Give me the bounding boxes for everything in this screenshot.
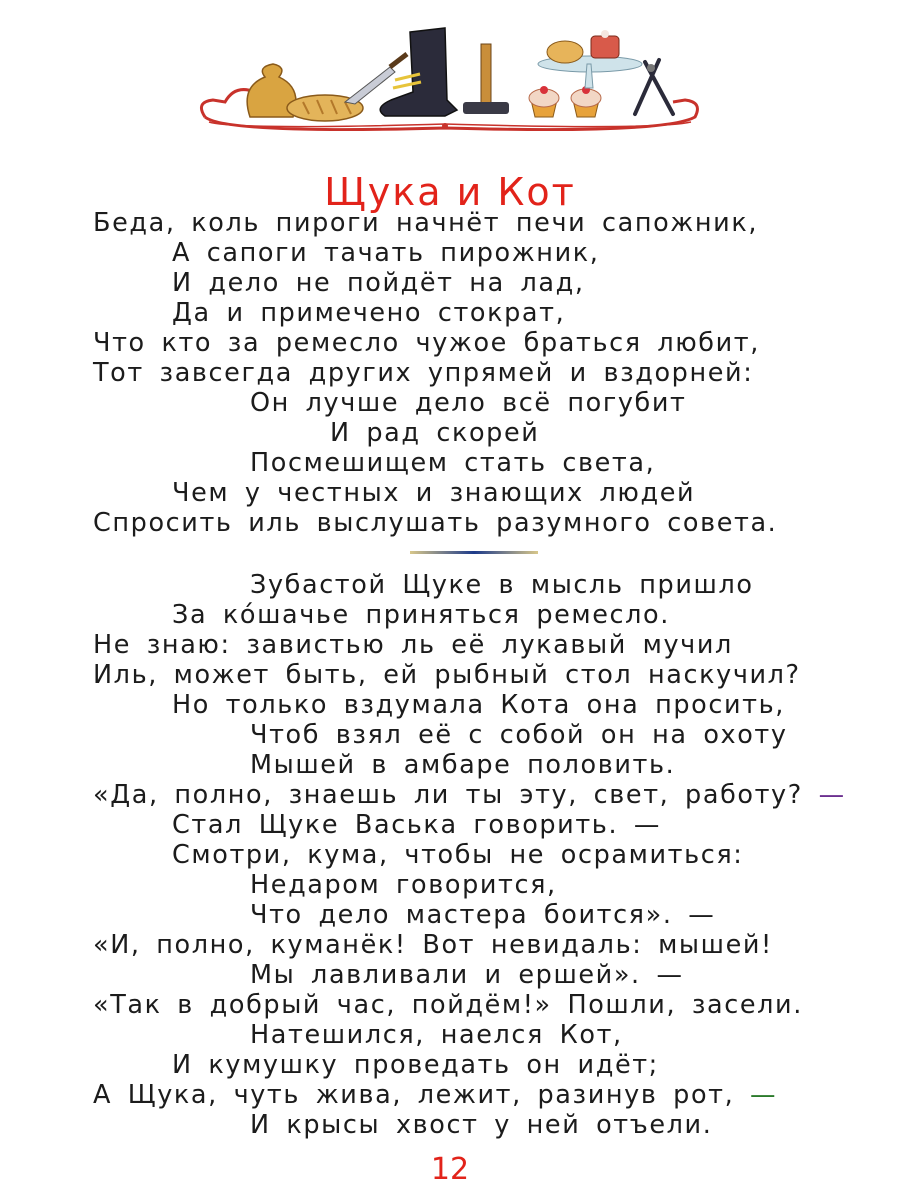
- poem-line: Мышей в амбаре половить.: [250, 750, 676, 780]
- poem-line: Чтоб взял её с собой он на охоту: [250, 720, 788, 750]
- poem-line: Тот завсегда других упрямей и вздорней:: [93, 358, 754, 388]
- section-divider: [410, 551, 538, 554]
- poem-line: [172, 810, 661, 840]
- poem-line: И рад скорей: [330, 418, 540, 448]
- poem-line: Но только вздумала Кота она просить,: [172, 690, 785, 720]
- poem-line: Спросить иль выслушать разумного совета.: [93, 508, 778, 538]
- poem-line: Смотри, кума, чтобы не осрамиться:: [172, 840, 744, 870]
- poem-line: Натешился, наелся Кот,: [250, 1020, 623, 1050]
- poem-line: Иль, может быть, ей рыбный стол наскучил?: [93, 660, 801, 690]
- poem-line: И дело не пойдёт на лад,: [172, 268, 585, 298]
- poem-line: Посмешищем стать света,: [250, 448, 656, 478]
- dash: —: [750, 1080, 778, 1110]
- poem-line: Да и примечено стократ,: [172, 298, 566, 328]
- poem-line: Не знаю: завистью ль её лукавый мучил: [93, 630, 733, 660]
- poem-line-text: Что дело мастера боится».: [250, 900, 673, 930]
- dash: —: [818, 780, 846, 810]
- dash: —: [633, 810, 661, 840]
- poem-line: А сапоги тачать пирожник,: [172, 238, 600, 268]
- poem-line-text: «Да, полно, знаешь ли ты эту, свет, работу?: [93, 780, 803, 810]
- poem-line: И кумушку проведать он идёт;: [172, 1050, 659, 1080]
- poem-line: [250, 960, 684, 990]
- poem-line: Чем у честных и знающих людей: [172, 478, 696, 508]
- poem-line: «Так в добрый час, пойдём!» Пошли, засели.: [93, 990, 803, 1020]
- poem-line: [93, 780, 846, 810]
- poem-line: Зубастой Щуке в мысль пришло: [250, 570, 754, 600]
- poem-line-text: Мы лавливали и ершей».: [250, 960, 641, 990]
- poem-line: [93, 1080, 777, 1110]
- poem-line: «И, полно, куманёк! Вот невидаль: мышей!: [93, 930, 773, 960]
- dash: —: [656, 960, 684, 990]
- poem-line: Беда, коль пироги начнёт печи сапожник,: [93, 208, 759, 238]
- poem-line: За ко́шачье приняться ремесло.: [172, 600, 670, 630]
- page-number: 12: [430, 1152, 470, 1187]
- dash: —: [688, 900, 716, 930]
- poem-line: Он лучше дело всё погубит: [250, 388, 687, 418]
- poem-line-text: Стал Щуке Васька говорить.: [172, 810, 619, 840]
- poem-line-text: А Щука, чуть жива, лежит, разинув рот,: [93, 1080, 735, 1110]
- poem-line: Недаром говорится,: [250, 870, 557, 900]
- poem-line: Что кто за ремесло чужое браться любит,: [93, 328, 760, 358]
- poem-title: Щука и Кот: [324, 170, 576, 215]
- poem-line: [250, 900, 715, 930]
- poem-line: И крысы хвост у ней отъели.: [250, 1110, 713, 1140]
